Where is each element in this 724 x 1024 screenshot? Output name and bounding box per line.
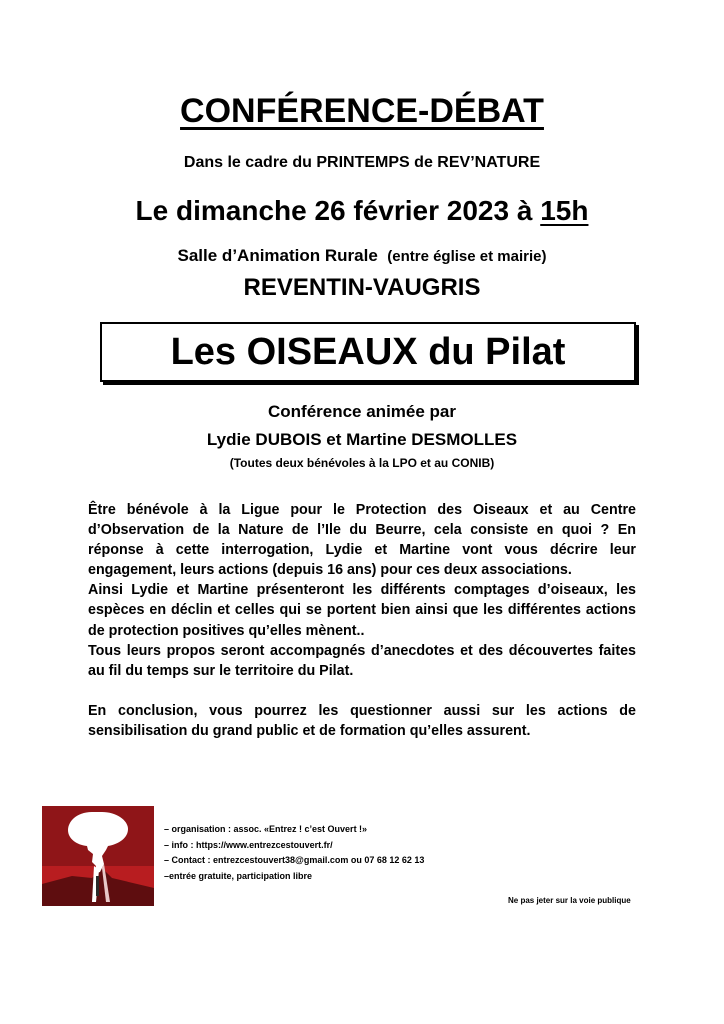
conclusion: En conclusion, vous pourrez les questionner aussi sur les actions de sensibilisation du grand public et de formation qu’elles assurent.: [88, 702, 636, 739]
event-venue: [0, 246, 724, 266]
venue-place: Salle d’Animation Rurale: [177, 246, 378, 265]
disposal-notice: Ne pas jeter sur la voie publique: [508, 896, 631, 905]
footer-info: [164, 822, 424, 884]
event-date-text: Le dimanche 26 février 2023 à: [135, 195, 541, 226]
headline-box: [100, 322, 636, 382]
speakers-role: (Toutes deux bénévoles à la LPO et au CONIB): [229, 456, 495, 470]
footer-website: – info : https://www.entrezcestouvert.fr/: [164, 839, 333, 850]
footer-organisation: – organisation : assoc. «Entrez ! c’est Ouvert !»: [164, 824, 368, 834]
event-context: Dans le cadre du PRINTEMPS de REV’NATURE: [183, 154, 541, 171]
event-date: [0, 195, 724, 227]
paragraph-2: Ainsi Lydie et Martine présenteront les différents comptages d’oiseaux, les espèces en déclin et celles qui se portent bien ainsi que les différentes actions de protection positives qu’elles mènent..: [88, 582, 636, 639]
venue-detail: (entre église et mairie): [387, 248, 547, 265]
speakers-names: Lydie DUBOIS et Martine DESMOLLES: [206, 430, 518, 449]
paragraph-3: Tous leurs propos seront accompagnés d’anecdotes et des découvertes faites au fil du temps sur le territoire du Pilat.: [88, 642, 636, 679]
paragraph-gap: [88, 681, 636, 701]
footer-contact: – Contact : entrezcestouvert38@gmail.com ou 07 68 12 62 13: [164, 855, 425, 865]
headline: Les OISEAUX du Pilat: [170, 331, 566, 373]
organisation-logo: [42, 806, 154, 906]
speakers-intro: Conférence animée par: [267, 402, 456, 421]
page-title: CONFÉRENCE-DÉBAT: [180, 92, 544, 130]
paragraph-1: Être bénévole à la Ligue pour le Protection des Oiseaux et au Centre d’Observation de la Nature de l’Ile du Beurre, cela consiste en quoi ? En réponse à cette interrogation, Lydie et Martine vont vous décrire leur engagement, leurs actions (depuis 16 ans) pour ces deux associations.: [88, 502, 636, 579]
footer-entry: –entrée gratuite, participation libre: [164, 870, 313, 881]
event-time: 15h: [540, 195, 589, 226]
event-city: REVENTIN-VAUGRIS: [243, 274, 481, 301]
description: [88, 500, 636, 741]
keyhole-logo-icon: [42, 806, 154, 906]
